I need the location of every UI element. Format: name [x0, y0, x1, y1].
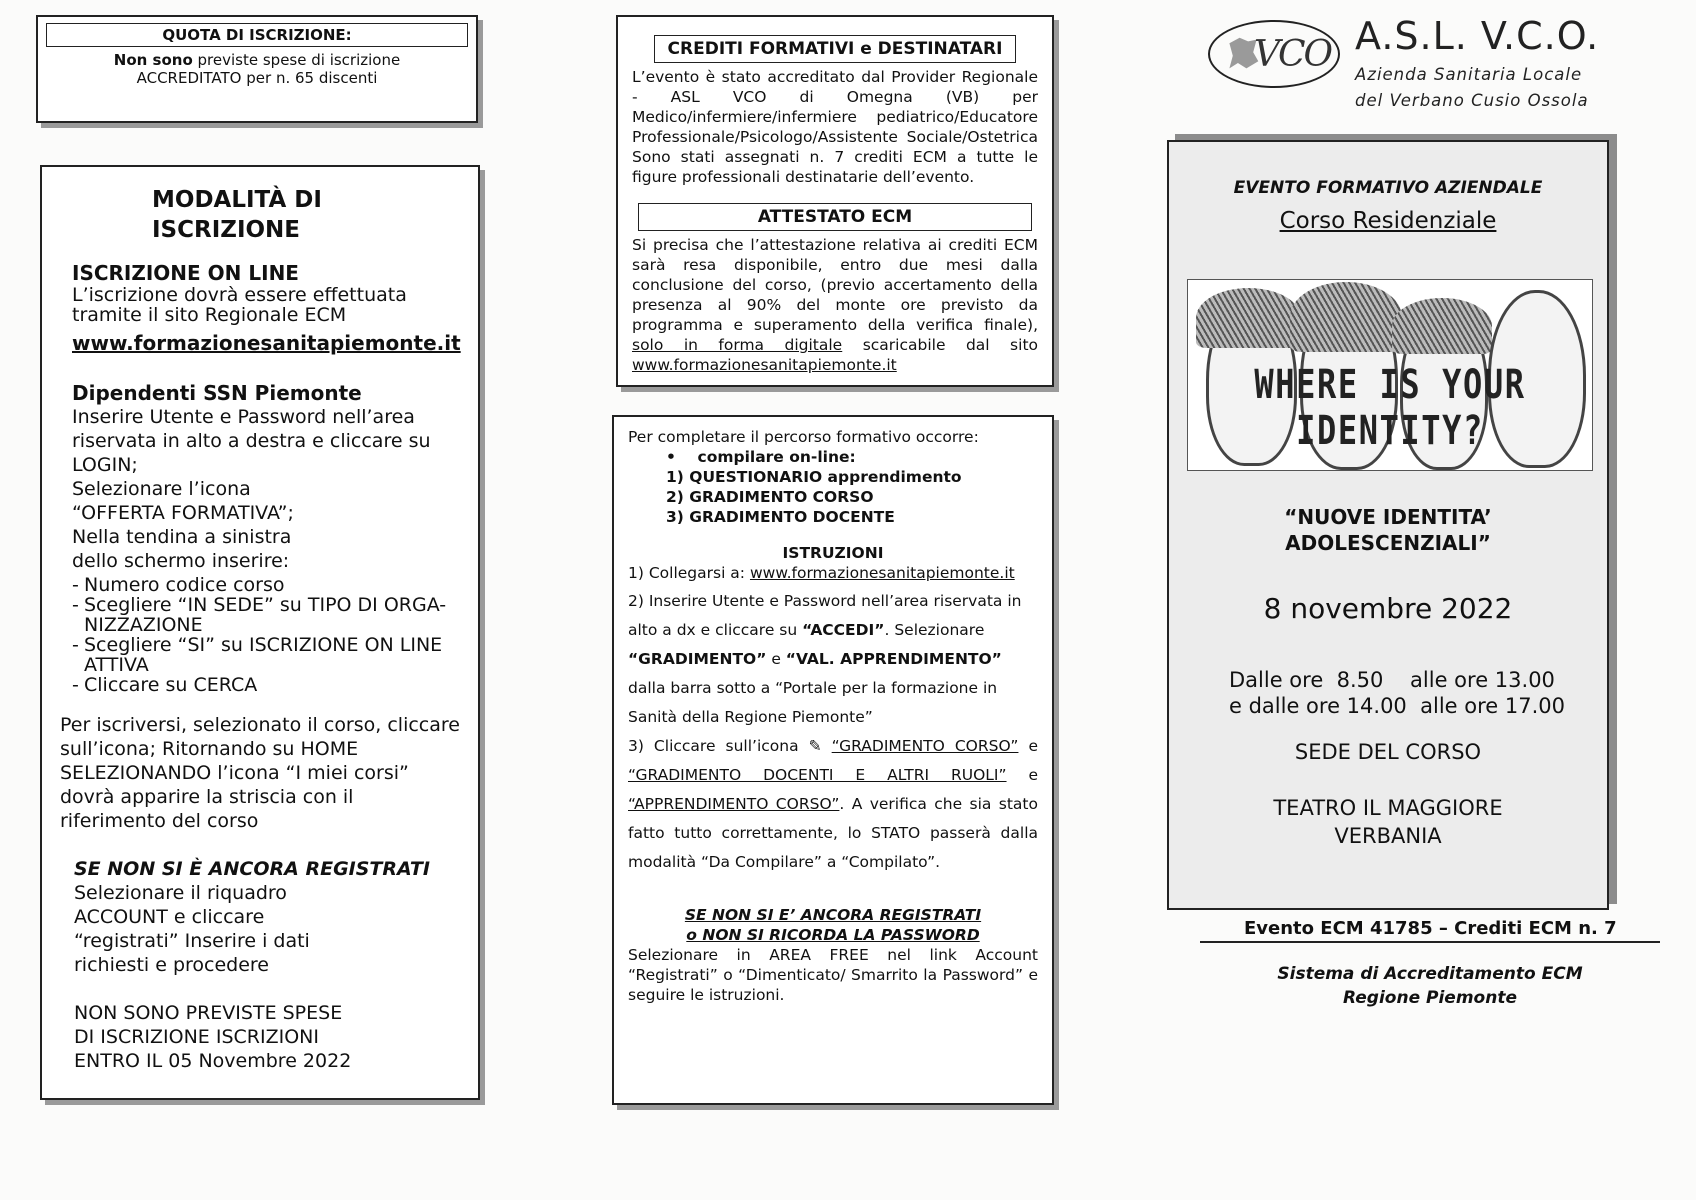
event-title-line2: ADOLESCENZIALI”	[1285, 531, 1491, 555]
event-date: 8 novembre 2022	[1263, 592, 1513, 625]
online-section	[60, 261, 460, 695]
online-text: L’iscrizione dovrà essere effettuata tramite il sito Regionale ECM	[72, 284, 407, 326]
istr-text: 3) Cliccare sull’icona	[628, 737, 809, 755]
istr-bold: “GRADIMENTO”	[628, 650, 767, 668]
quota-box	[36, 15, 478, 123]
attestato-url-link[interactable]: www.formazionesanitapiemonte.it	[632, 356, 897, 374]
quota-line2: ACCREDITATO per n. 65 discenti	[136, 69, 378, 87]
istr-step-3	[628, 732, 1038, 877]
spese-line: NON SONO PREVISTE SPESE	[74, 1002, 343, 1024]
org-name: A.S.L. V.C.O.	[1355, 14, 1600, 58]
hair-shape	[1196, 288, 1301, 348]
istr-text: . A verifica che sia stato fatto tutto correttamente, lo STATO passerà dalla modalità “Da Compilare” a “Compilato”.	[628, 795, 1038, 871]
questionnaire-icon[interactable]: ✎	[808, 737, 832, 755]
istr-text: dalla barra sotto a “Portale per la formazione in Sanità della Regione Piemonte”	[628, 679, 998, 726]
spese-line: ENTRO IL 05 Novembre 2022	[74, 1050, 352, 1072]
crediti-text: L’evento è stato accreditato dal Provider Regionale - ASL VCO di Omegna (VB) per Medico/infermiere/infermiere pediatrico/Educatore Professionale/Psicologo/Assistente Sociale/Ostetrica Sono stati assegnati n. 7 crediti ECM a tutte le figure professionali destinatarie dell’evento.	[632, 68, 1038, 186]
istr-step-2	[628, 587, 1038, 732]
percorso-bullet	[666, 447, 1038, 467]
modalita-title-line1: MODALITÀ DI	[152, 187, 322, 213]
percorso-nonreg-1: SE NON SI E’ ANCORA REGISTRATI	[684, 906, 982, 924]
istr-text: 2) Inserire Utente e Password nell’area riservata in alto a dx e cliccare su	[628, 592, 1022, 639]
ssn-line-0: Inserire Utente e Password nell’area riservata in alto a destra e cliccare su LOGIN;	[72, 406, 431, 476]
istr-text: . Selezionare	[884, 621, 985, 639]
spese-line: DI ISCRIZIONE ISCRIZIONI	[74, 1026, 319, 1048]
event-title	[1169, 504, 1607, 556]
istr-text: e	[766, 650, 786, 668]
ssn-line-1: Selezionare l’icona	[72, 478, 251, 500]
event-title-line1: “NUOVE IDENTITA’	[1284, 505, 1492, 529]
attestato-digital: solo in forma digitale	[632, 336, 843, 354]
istr-text: e	[1006, 766, 1038, 784]
apprendimento-corso-link[interactable]: “APPRENDIMENTO CORSO”	[628, 795, 840, 813]
sede-label: SEDE DEL CORSO	[1294, 740, 1482, 764]
ssn-line-3: Nella tendina a sinistra	[72, 526, 292, 548]
evento-type: EVENTO FORMATIVO AZIENDALE	[1233, 178, 1543, 198]
non-reg-heading: SE NON SI È ANCORA REGISTRATI	[74, 858, 430, 880]
hair-shape	[1392, 298, 1492, 354]
ssn-item: - Scegliere “SI” su ISCRIZIONE ON LINE ATTIVA	[72, 635, 460, 675]
percorso-intro: Per completare il percorso formativo occorre:	[628, 428, 979, 446]
evento-box	[1167, 140, 1609, 910]
org-sub1: Azienda Sanitaria Locale	[1355, 65, 1583, 84]
quota-title: QUOTA DI ISCRIZIONE:	[46, 23, 468, 47]
percorso-box	[612, 415, 1054, 1105]
bullet-icon: •	[666, 448, 698, 466]
attestato-text-part: Si precisa che l’attestazione relativa ai crediti ECM sarà resa disponibile, entro due mesi dalla conclusione del corso, (previo accertamento della presenza al 90% del monte ore previsto da programma e superamento della verifica finale),	[632, 236, 1038, 334]
hair-shape	[1290, 282, 1402, 352]
istr-text: e	[1018, 737, 1039, 755]
ssn-heading: Dipendenti SSN Piemonte	[72, 381, 362, 405]
poster-text: WHERE IS YOUR IDENTITY?	[1254, 362, 1526, 454]
percorso-bullet-text: compilare on-line:	[697, 448, 856, 466]
percorso-nonreg-text: Selezionare in AREA FREE nel link Account “Registrati” o “Dimenticato/ Smarrito la Password” e seguire le istruzioni.	[628, 946, 1038, 1004]
istruzioni-title: ISTRUZIONI	[782, 544, 884, 562]
istr-bold: “VAL. APPRENDIMENTO”	[785, 650, 1002, 668]
accreditation-system	[1220, 962, 1640, 1010]
attestato-title: ATTESTATO ECM	[638, 203, 1032, 231]
modalita-box	[40, 165, 480, 1100]
non-reg-section	[60, 857, 460, 1073]
event-hours	[1229, 667, 1607, 719]
online-heading: ISCRIZIONE ON LINE	[72, 261, 299, 285]
venue-line1: TEATRO IL MAGGIORE	[1273, 796, 1503, 820]
sistema-line2: Regione Piemonte	[1343, 988, 1517, 1008]
org-sub2: del Verbano Cusio Ossola	[1355, 91, 1589, 110]
non-reg-line: ACCOUNT e cliccare	[74, 906, 265, 928]
quota-line1-rest: previste spese di iscrizione	[192, 51, 401, 69]
crediti-box	[616, 15, 1054, 387]
non-reg-line: Selezionare il riquadro	[74, 882, 287, 904]
quota-line1-bold: Non sono	[113, 51, 193, 69]
istr-url-link[interactable]: www.formazionesanitapiemonte.it	[749, 564, 1015, 582]
ssn-item: - Numero codice corso	[72, 575, 460, 595]
ssn-line-4: dello schermo inserire:	[72, 550, 290, 572]
percorso-nonreg-2: o NON SI RICORDA LA PASSWORD	[686, 926, 980, 944]
istr-bold: “ACCEDI”	[802, 621, 885, 639]
percorso-item: 3) GRADIMENTO DOCENTE	[666, 508, 895, 526]
ssn-item: - Scegliere “IN SEDE” su TIPO DI ORGA-NIZZAZIONE	[72, 595, 460, 635]
iscriversi-text: Per iscriversi, selezionato il corso, cliccare sull’icona; Ritornando su HOME SELEZIONANDO l’icona “I miei corsi” dovrà apparire la striscia con il riferimento del corso	[60, 714, 460, 832]
hours-line2: e dalle ore 14.00 alle ore 17.00	[1229, 694, 1566, 718]
hours-line1: Dalle ore 8.50 alle ore 13.00	[1229, 668, 1555, 692]
istr-step1-text: 1) Collegarsi a:	[628, 564, 750, 582]
logo-text: VCO	[1254, 34, 1332, 75]
crediti-title: CREDITI FORMATIVI e DESTINATARI	[654, 35, 1016, 63]
gradimento-docenti-link[interactable]: “GRADIMENTO DOCENTI E ALTRI RUOLI”	[628, 766, 1007, 784]
non-reg-line: “registrati” Inserire i dati	[74, 930, 310, 952]
venue	[1169, 794, 1607, 850]
ssn-line-2: “OFFERTA FORMATIVA”;	[72, 502, 294, 524]
venue-line2: VERBANIA	[1334, 824, 1442, 848]
modalita-title	[152, 185, 460, 245]
modalita-title-line2: ISCRIZIONE	[152, 217, 301, 243]
vco-logo	[1208, 20, 1340, 88]
sistema-line1: Sistema di Accreditamento ECM	[1277, 964, 1583, 984]
corso-label: Corso Residenziale	[1279, 208, 1497, 234]
attestato-text	[632, 235, 1038, 375]
gradimento-corso-link[interactable]: “GRADIMENTO CORSO”	[831, 737, 1019, 755]
ecm-event-line: Evento ECM 41785 – Crediti ECM n. 7	[1200, 918, 1660, 943]
ssn-items	[72, 575, 460, 695]
ssn-item: - Cliccare su CERCA	[72, 675, 460, 695]
attestato-text-part: scaricabile dal sito	[842, 336, 1039, 354]
non-reg-line: richiesti e procedere	[74, 954, 269, 976]
istr-step-1	[628, 563, 1038, 583]
online-url-link[interactable]: www.formazionesanitapiemonte.it	[72, 331, 461, 355]
org-subtitle	[1355, 62, 1589, 114]
quota-line1	[46, 51, 468, 69]
percorso-item: 2) GRADIMENTO CORSO	[666, 488, 874, 506]
poster-image	[1187, 279, 1593, 471]
percorso-item: 1) QUESTIONARIO apprendimento	[666, 468, 962, 486]
percorso-list	[666, 467, 1038, 527]
